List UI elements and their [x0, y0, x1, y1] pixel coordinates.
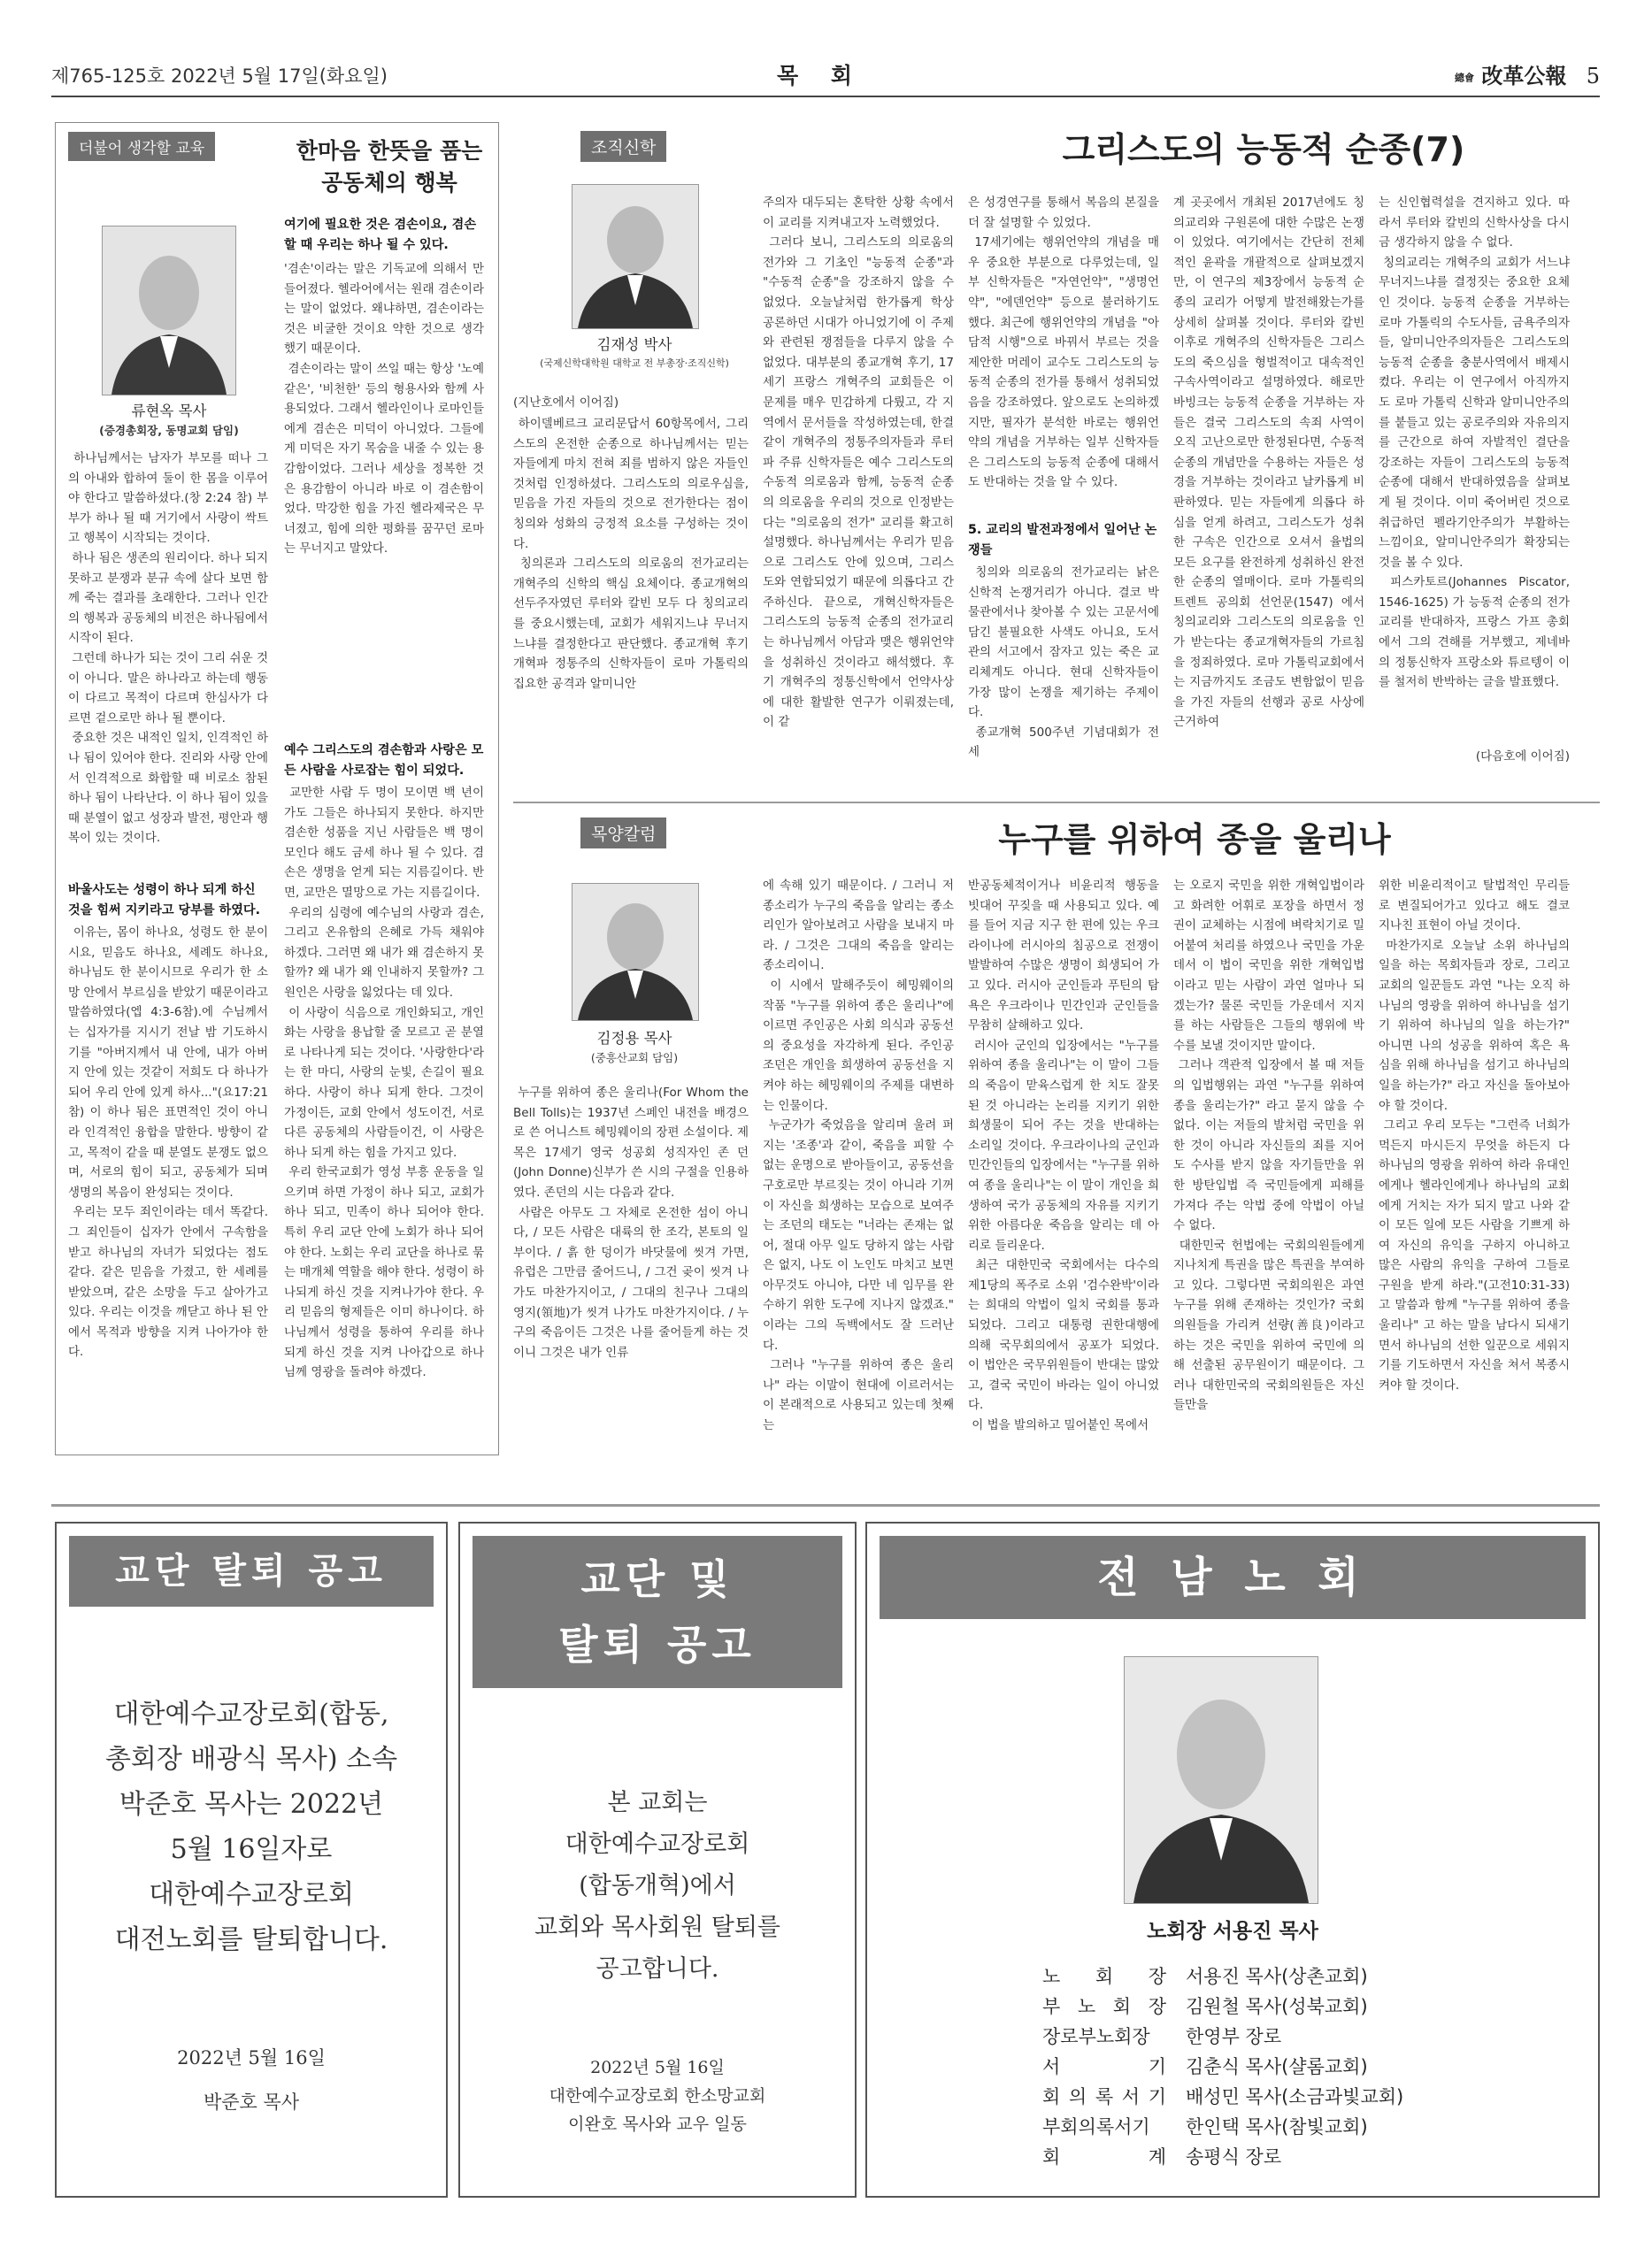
- roster-role: 장로부노회장: [1042, 2026, 1150, 2047]
- notice-box-1: [55, 1522, 448, 2198]
- notice-date: 2022년 5월 16일: [177, 2047, 326, 2069]
- column-title-line2: 공동체의 행복: [321, 170, 457, 196]
- notice-signer: 이완호 목사와 교우 일동: [568, 2115, 747, 2134]
- notice-body: [460, 1782, 855, 1990]
- portrait-icon: [1125, 1657, 1318, 1903]
- pastoral-column: [513, 812, 1600, 1493]
- notice-signer: 박준호 목사: [203, 2092, 300, 2113]
- column-title-line1: 한마음 한뜻을 품는: [296, 138, 483, 164]
- president-photo: [1124, 1656, 1318, 1904]
- roster-name: 서용진 목사(상촌교회): [1186, 1966, 1368, 1987]
- roster-name: 한인택 목사(참빛교회): [1186, 2116, 1368, 2138]
- article-title: 그리스도의 능동적 순종(7): [1062, 130, 1465, 169]
- masthead-prefix: 總會: [1455, 72, 1474, 84]
- article-col4: 계 곳곳에서 개최된 2017년에도 칭의교리와 구원론에 대한 수많은 논쟁이 있었다. 여기에서는 간단히 전체적인 윤곽을 개괄적으로 살펴보겠지만, 이 연구의 제3장에서 능동적 순종의 교리가 어떻게 발전해왔는가를 상세히 살펴볼 것이다. 루터와 칼빈 이후로 개혁주의 신학자들은 그리스도의 죽으심을 형벌적이고 대속적인 구속사역이라고 설명하였다. 해로만 바빙크는 능동적 순종을 거부하는 자들은 결국 그리스도의 속죄 사역이 오직 고난으로만 한정된다면, 수동적 순종의 개념만을 수용하는 자들은 성경을 거부하는 것이라고 날카롭게 비판하였다. 믿는 자들에게 의롭다 하심을 얻게 하려고, 그리스도가 성취한 구속은 인간으로 오셔서 율법의 모든 요구를 완전하게 성취하신 완전한 순종의 열매이다. 로마 가톨릭의 트렌트 공의회 선언문(1547) 에서 칭의교리와 그리스도의 의로움을 인가 받는다는 종교개혁자들의 가르침을 정죄하였다. 로마 가톨릭교회에서는 지금까지도 조금도 변함없이 믿음을 가진 자들의 선행과 공로 사상에 근거하여: [1173, 196, 1369, 730]
- notice-line: 총회장 배광식 목사) 소속: [104, 1744, 398, 1775]
- issue-info: 제765-125호 2022년 5월 17일(화요일): [51, 65, 388, 87]
- opinion-column: [55, 122, 499, 1455]
- notice-title: [473, 1536, 842, 1688]
- article-label: 조직신학: [580, 131, 666, 162]
- paper-name: 改革公報: [1481, 63, 1567, 88]
- column-text-left2: 이유는, 몸이 하나요, 성령도 한 분이시요, 믿음도 하나요, 세례도 하나요, 하나님도 한 분이시므로 우리가 한 소망 안에서 부르심을 받았기 때문이라고 말씀하였다(엡 4:3-6참).에 수님께서는 십자가를 지시기 전날 밤 기도하시기를 "아버지께서 내 안에, 내가 아버지 안에 있는 것같이 저희도 다 하나가 되어 우리 안에 있게 하사..."(요17:21 참) 이 하나 됨은 표면적인 것이 아니라 인격적인 융합을 말한다. 방향이 같고, 목적이 같을 때 분열도 분쟁도 없으며, 서로의 힘이 되고, 공동체가 되며 생명의 복음이 완성되는 것이다. 우리는 모두 죄인이라는 데서 똑같다. 그 죄인들이 십자가 안에서 구속함을 받고 하나님의 자녀가 되었다는 점도 같다. 같은 믿음을 가졌고, 한 세례를 받았으며, 같은 소망을 두고 살아가고 있다. 우리는 이것을 깨닫고 하나 된 안에서 목적과 방향을 지켜 나아가야 한다.: [68, 925, 268, 1360]
- article-col4: 는 오로지 국민을 위한 개혁입법이라고 화려한 어휘로 포장을 하면서 정권이 교체하는 시점에 벼락치기로 밀어붙여 처리를 하였으나 국민을 가운데서 이 법이 국민을 위한 개혁입법이라고 믿는 사람이 과연 얼마나 되겠는가? 물론 국민들 가운데서 지지를 하는 사람들은 그들의 행위에 박수를 보낼 것이지만 말이다. 그러나 객관적 입장에서 볼 때 저들의 입법행위는 과연 "누구를 위하여 종을 울리는가?" 라고 묻지 않을 수 없다. 이는 저들의 발처럼 국민을 위한 것이 아니라 자신들의 죄를 지어도 수사를 받지 않을 자기들만을 위한 방탄입법 즉 국민들에게 피해를 가져다 주는 악법 중에 악법이 아닐 수 없다. 대한민국 헌법에는 국회의원들에게 지나치게 특권을 많은 특권을 부여하고 있다. 그렇다면 국회의원은 과연 누구를 위해 존재하는 것인가? 국회의원들을 가리켜 선량(善良)이라고 하는 것은 국민을 위하여 국민에 의해 선출된 공무원이기 때문이다. 그러나 대한민국의 국회의원들은 자신들만을: [1173, 879, 1365, 1413]
- notice-line: 본 교회는: [607, 1789, 708, 1816]
- roster-name: 김춘식 목사(샬롬교회): [1186, 2056, 1368, 2077]
- column-title: [284, 135, 495, 199]
- notice-title: 교단 탈퇴 공고: [69, 1536, 434, 1607]
- author-photo: [572, 184, 699, 329]
- article-note: (지난호에서 이어짐): [513, 395, 619, 410]
- divider: [51, 1504, 1600, 1507]
- notice-line: 대한예수교장로회: [565, 1831, 750, 1858]
- author-role: (국제신학대학원 대학교 전 부총장·조직신학): [540, 357, 729, 369]
- article-col2: 주의자 대두되는 혼탁한 상황 속에서 이 교리를 지켜내고자 노력했었다. 그러다 보니, 그리스도의 의로움의 전가와 그 기초인 "능동적 순종"과 "수동적 순종"을 강조하지 않을 수 없었다. 오늘날처럼 한가롭게 학상 공론하던 시대가 아니었기에 이 주제와 관련된 쟁점들을 다루지 않을 수 없었다. 대부분의 종교개혁 후기, 17세기 프랑스 개혁주의 교회들은 이 문제를 매우 민감하게 다뤘고, 각 지역에서 문서들을 작성하였는데, 한결같이 개혁주의 정통주의자들과 루터파 주류 신학자들은 예수 그리스도의 수동적 의로움과 함께, 능동적 순종의 의로움을 우리의 것으로 인정받는다는 "의로움의 전가" 교리를 확고히 설명했다. 하나님께서는 우리가 믿음으로 그리스도 안에 있으며, 그리스도와 연합되었기 때문에 의롭다고 간주하신다. 끝으로, 개혁신학자들은 그리스도의 능동적 순종의 전가교리는 하나님께서 아담과 맺은 행위언약을 성취하신 것이라고 해석했다. 후기 개혁주의 정통신학에서 언약사상에 대한 활발한 연구가 이뤄졌는데, 이 같: [763, 196, 954, 730]
- author-photo: [102, 226, 236, 395]
- notice-line: 대한예수교장로회(합동,: [113, 1699, 389, 1730]
- roster-name: 한영부 장로: [1186, 2026, 1282, 2047]
- notice-box-2: [458, 1522, 857, 2198]
- notice-title-line2: 탈퇴 공고: [558, 1621, 757, 1669]
- notice-body: [57, 1692, 446, 1962]
- article-col5: 위한 비윤리적이고 탈법적인 무리들로 변질되어가고 있다고 해도 결코 지나친 표현이 아닐 것이다. 마찬가지로 오늘날 소위 하나님의 일을 하는 목회자들과 장로, 그리고 교회의 일꾼들도 과연 "나는 오직 하나님의 영광을 위하여 하나님을 섬기기 위하여 하나님의 일을 하는가?" 아니면 나의 성공을 위하여 혹은 욕심을 위해 하나님을 섬기고 하나님의 일을 하는가?" 라고 자신을 돌아보아야 할 것이다. 그리고 우리 모두는 "그런즉 너희가 먹든지 마시든지 무엇을 하든지 다 하나님의 영광을 위하여 하라 유대인에게나 헬라인에게나 하나님의 교회에게 거치는 자가 되지 말고 나와 같이 모든 일에 모든 사람을 기쁘게 하여 자신의 유익을 구하지 아니하고 많은 사람의 유익을 구하여 그들로 구원을 받게 하라."(고전10:31-33) 고 말씀과 함께 "누구를 위하여 종을 울리나" 고 하는 말을 남다시 되새기면서 하나님의 선한 일꾼으로 세워지기를 기도하면서 자신을 쳐서 복종시켜야 할 것이다.: [1379, 879, 1571, 1393]
- column-text-right: '겸손'이라는 말은 기독교에 의해서 만들어졌다. 헬라어에서는 원래 겸손이라는 말이 없었다. 왜냐하면, 겸손이라는 것은 비굴한 것이요 약한 것으로 생각했기 때문이다. 겸손이라는 말이 쓰일 때는 항상 '노예 같은', '비천한' 등의 형용사와 함께 사용되었다. 그래서 헬라인이나 로마인들에게 겸손은 미덕이 아니었다. 그들에게 미덕은 자기 목숨을 내줄 수 있는 용감함이었다. 그러나 세상을 정복한 것은 용감함이 아니라 바로 이 겸손함이었다. 막강한 힘을 가진 헬라제국은 무너졌고, 힘에 의한 평화를 꿈꾸던 로마는 무너지고 말았다.: [284, 262, 484, 556]
- author-name: 류현옥 목사: [131, 403, 207, 419]
- column-text-right2: 교만한 사람 두 명이 모이면 백 년이 가도 그들은 하나되지 못한다. 하지만 겸손한 성품을 지닌 사람들은 백 명이 모인다 해도 금세 하나 될 수 있다. 겸손은 생명을 얻게 되는 지름길이다. 반면, 교만은 멸망으로 가는 지름길이다. 우리의 심령에 예수님의 사랑과 겸손, 그리고 온유함의 은혜로 가득 채워야 하겠다. 그러면 왜 내가 왜 겸손하지 못할까? 왜 내가 왜 인내하지 못할까? 그 원인은 사랑을 잃었다는 데 있다. 이 사랑이 식음으로 개인화되고, 개인화는 사랑을 용납할 줄 모르고 곧 분열로 나타나게 되는 것이다. '사랑한다'라는 한 마디, 사랑의 눈빛, 손길이 필요하다. 사랑이 하나 되게 한다. 그것이 가정이든, 교회 안에서 성도이건, 서로 다른 공동체의 사람들이건, 이 사랑은 하나 되게 하는 힘을 가지고 있다. 우리 한국교회가 영성 부흥 운동을 일으키며 하면 가정이 하나 되고, 교회가 하나 되고, 민족이 하나 되어야 한다. 특히 우리 교단 안에 노회가 하나 되어야 한다. 노회는 우리 교단을 하나로 묶는 매개체 역할을 해야 한다. 성령이 하나되게 하신 것을 지켜나가야 한다. 우리 믿음의 형제들은 이미 하나이다. 하나님께서 성령을 통하여 우리를 하나 되게 하신 것을 지켜 나아갑으로 하나님께 영광을 돌려야 하겠다.: [284, 786, 484, 1380]
- notice-line: 공고합니다.: [595, 1955, 719, 1983]
- notice-box-3: [865, 1522, 1600, 2198]
- article-col5: 는 신인협력설을 견지하고 있다. 따라서 루터와 칼빈의 신학사상을 다시금 생각하지 않을 수 없다. 칭의교리는 개혁주의 교회가 서느냐 무너지느냐를 결정짓는 중요한 요체인 것이다. 능동적 순종을 거부하는 로마 가톨릭의 수도사들, 금욕주의자들, 알미니안주의자들은 그리스도의 능동적 순종을 충분사역에서 배제시켰다. 우리는 이 연구에서 아직까지도 로마 가톨릭 신학과 알미니안주의를 붙들고 있는 공로주의와 자유의지를 근간으로 하여 자발적인 결단을 강조하는 자들이 그리스도의 능동적 순종에 대해서 반대하였음을 살펴보게 될 것이다. 이미 죽어버린 것으로 취급하던 펠라기안주의가 부활하는 느낌이요, 알미니안주의가 확장되는 것을 볼 수 있다. 피스카토르(Johannes Piscator, 1546-1625) 가 능동적 순종의 전가교리를 반대하자, 프랑스 가프 총회에서 그의 견해를 거부했고, 제네바의 정통신학자 프랑소와 튜르텡이 이를 철저히 반박하는 글을 발표했다.: [1379, 196, 1570, 690]
- section-title: 목 회: [777, 63, 865, 88]
- column-subhead-right: 예수 그리스도의 겸손함과 사랑은 모든 사람을 사로잡는 힘이 되었다.: [284, 743, 484, 778]
- author-photo: [572, 883, 699, 1021]
- notice-line: 대전노회를 탈퇴합니다.: [114, 1924, 388, 1955]
- column-text-left: 하나님께서는 남자가 부모를 떠나 그의 아내와 합하여 둘이 한 몸을 이루어야 한다고 말씀하셨다.(창 2:24 참) 부부가 하나 될 때 거기에서 사랑이 싹트고 행복이 시작되는 것이다. 하나 됨은 생존의 원리이다. 하나 되지 못하고 분쟁과 분규 속에 살다 보면 함께 죽는 결과를 초래한다. 그러나 인간의 행복과 공동체의 비전은 하나됨에서 시작이 된다. 그런데 하나가 되는 것이 그리 쉬운 것이 아니다. 말은 하나라고 하는데 행동이 다르고 목적이 다르며 한심사가 다르면 겉으로만 하나 될 뿐이다. 중요한 것은 내적인 일치, 인격적인 하나 됨이 있어야 한다. 진리와 사랑 안에서 인격적으로 화합할 때 비로소 참된 하나 됨이 나타난다. 이 하나 됨이 있을 때 분열이 없고 성장과 발전, 평안과 행복이 있는 것이다.: [68, 451, 268, 846]
- divider: [513, 802, 1600, 803]
- roster-role: 노 회 장: [1042, 1966, 1166, 1987]
- notice-title-line1: 교단 및: [580, 1555, 734, 1603]
- author-role: (중흥산교회 담임): [590, 1051, 679, 1064]
- roster-name: 배성민 목사(소금과빛교회): [1186, 2086, 1404, 2107]
- notice-line: 교회와 목사회원 탈퇴를: [534, 1914, 780, 1941]
- article-continued: (다음호에 이어짐): [1475, 749, 1570, 764]
- masthead: [1455, 58, 1600, 89]
- article-col3a: 은 성경연구를 통해서 복음의 본질을 더 잘 설명할 수 있었다. 17세기에는 행위언약의 개념을 매우 중요한 부분으로 다루었는데, 일부 신학자들은 "자연언약", "생명언약", "에덴언약" 등으로 불러하기도 했다. 최근에 행위언약의 개념을 "아담적 시행"으로 바꿔서 부르는 것을 제안한 머레이 교수도 그리스도의 능동적 순종의 전가를 통해서 성취되었음을 강조하였다. 앞으로도 논의하겠지만, 필자가 분석한 바로는 행위언약의 개념을 거부하는 일부 신학자들은 그리스도의 능동적 순종에 대해서도 반대하는 것을 알 수 있다.: [968, 196, 1159, 490]
- portrait-icon: [103, 226, 235, 395]
- photo-caption: 노회장 서용진 목사: [1147, 1920, 1318, 1943]
- author-role: (증경총회장, 동명교회 담임): [99, 424, 239, 437]
- notice-org: 대한예수교장로회 한소망교회: [549, 2086, 766, 2106]
- roster-role: 회 의 록 서 기: [1042, 2086, 1166, 2107]
- roster-name: 송평식 장로: [1186, 2146, 1282, 2168]
- notice-line: (합동개혁)에서: [579, 1872, 736, 1900]
- roster-name: 김원철 목사(성북교회): [1186, 1996, 1368, 2017]
- roster-role: 회 계: [1042, 2146, 1166, 2168]
- column-subhead-left: 바울사도는 성령이 하나 되게 하신 것을 힘써 지키라고 당부를 하였다.: [68, 883, 261, 917]
- column-intro: 여기에 필요한 것은 겸손이요, 겸손할 때 우리는 하나 될 수 있다.: [284, 218, 477, 252]
- article-col3: 반공동체적이거나 비윤리적 행동을 빗대어 꾸짖을 때 사용되고 있다. 예를 들어 지금 지구 한 편에 있는 우크라이나에 러시아의 침공으로 전쟁이 발발하여 수많은 생명이 희생되어 가고 있다. 러시아 군인들과 푸틴의 탐욕은 우크라이나 민간인과 군인들을 무참히 살해하고 있다. 러시아 군인의 입장에서는 "누구를 위하여 종을 울리나"는 이 말이 그들의 죽음이 맏육스럽게 한 치도 잘못된 것 아니라는 논리를 지키기 위한 희생물이 되어 주는 것을 반대하는 소리일 것이다. 우크라이나의 군인과 민간인들의 입장에서는 "누구를 위하여 종을 울리나"는 이 말이 개인을 희생하여 국가 공동체의 자유를 지키기 위한 아름다운 죽음을 알리는 데 아리로 들리운다. 최근 대한민국 국회에서는 다수의 제1당의 폭주로 소위 '검수완박'이라는 희대의 악법이 일치 국회를 통과되었다. 그리고 대통령 권한대행에 의해 국무회의에서 공포가 되었다. 이 법안은 국무위원들이 반대는 많았고, 결국 국민이 바라는 일이 아니었다. 이 법을 발의하고 밀어붙인 목에서: [968, 879, 1159, 1433]
- article-col1: 하이델베르크 교리문답서 60항목에서, 그리스도의 온전한 순종으로 하나님께서는 믿는 자들에게 마치 전혀 죄를 범하지 않은 자들인 것처럼 인정하셨다. 그리스도의 의로우심을, 믿음을 가진 자들의 것으로 전가한다는 점이 칭의와 성화의 긍정적 요소를 구성하는 것이다. 칭의론과 그리스도의 의로움의 전가교리는 개혁주의 신학의 핵심 요체이다. 종교개혁의 선두주자였던 루터와 칼빈 모두 다 칭의교리를 중요시했는데, 교회가 세워지느냐 무너지느냐를 결정한다고 판단했다. 종교개혁 후기 개혁파 정통주의 신학자들이 로마 가톨릭의 집요한 공격과 알미니안: [513, 417, 749, 691]
- notice-line: 박준호 목사는 2022년: [119, 1789, 384, 1820]
- article-col2: 에 속해 있기 때문이다. / 그러니 저 종소리가 누구의 죽음을 알리는 종소리인가 알아보려고 사람을 보내지 마라. / 그것은 그대의 죽음을 알리는 종소리이니. 이 시에서 말해주듯이 헤밍웨이의 작품 "누구를 위하여 종은 울리나"에 이르면 주인공은 사회 의식과 공동선의 중요성을 자각하게 된다. 주인공 조던은 개인을 희생하여 공동선을 지켜야 하는 헤밍웨이의 주제를 대변하는 인물이다. 누군가가 죽었음을 알리며 울려 퍼지는 '조종'과 같이, 죽음을 피할 수 없는 운명으로 받아들이고, 공동선을 구호로만 부르짖는 것이 아니라 기꺼이 자신을 희생하는 모습으로 보여주는 조던의 태도는 "너라는 존재는 없어, 절대 아무 일도 당하지 않는 사람은 없지, 나도 이 노인도 마치고 보면 아무것도 아니야, 다만 네 임무를 완수하기 위한 도구에 지나지 않겠죠." 이라는 그의 독백에서도 잘 드러난다. 그러나 "누구를 위하여 종은 울리나" 라는 이말이 현대에 이르러서는 이 본래적으로 사용되고 있는데 첫째는: [763, 879, 954, 1433]
- portrait-icon: [572, 185, 698, 328]
- article-col3b: 칭의와 의로움의 전가교리는 낡은 신학적 논쟁거리가 아니다. 결코 박물관에서나 찾아볼 수 있는 고문서에 담긴 불필요한 사색도 아니요, 도서관의 서고에서 잠자고 있는 죽은 교리체계도 아니다. 현대 신학자들이 가장 많이 논쟁을 제기하는 주제이다. 종교개혁 500주년 기념대회가 전 세: [968, 565, 1159, 760]
- article-subhead: 5. 교리의 발전과정에서 일어난 논쟁들: [968, 523, 1157, 557]
- article-col1: 누구를 위하여 종은 울리나(For Whom the Bell Tolls)는 1937년 스페인 내전을 배경으로 쓴 어니스트 헤밍웨이의 장편 소설이다. 제목은 17세기 영국 성공회 성직자인 존 던(John Donne)신부가 쓴 시의 구절을 인용하였다. 존던의 시는 다음과 같다. 사람은 아무도 그 자체로 온전한 섬이 아니다, / 모든 사람은 대륙의 한 조각, 본토의 일부이다. / 흙 한 덩이가 바닷물에 씻겨 가면, 유럽은 그만큼 줄어드니, / 그건 곶이 씻겨 나가도 마찬가지이고, / 그대의 친구나 그대의 영지(領地)가 씻겨 나가도 마찬가지이다. / 누구의 죽음이든 그것은 나를 줄어들게 하는 것이니 그것은 내가 인류: [513, 1086, 749, 1360]
- roster-role: 서 기: [1042, 2056, 1166, 2077]
- theology-article: [513, 122, 1600, 802]
- page-header: [51, 53, 1600, 97]
- roster-role: 부 노 회 장: [1042, 1996, 1166, 2017]
- article-label: 목양칼럼: [580, 817, 666, 848]
- portrait-icon: [572, 884, 698, 1020]
- notice-date: 2022년 5월 16일: [590, 2058, 725, 2077]
- notice-line: 5월 16일자로: [170, 1834, 333, 1865]
- roster-role: 부회의록서기: [1042, 2116, 1150, 2138]
- author-name: 김정용 목사: [596, 1030, 672, 1047]
- author-name: 김재성 박사: [596, 336, 672, 353]
- notice-line: 대한예수교장로회: [149, 1879, 354, 1910]
- column-label: 더불어 생각할 교육: [68, 132, 215, 161]
- article-title: 누구를 위하여 종을 울리나: [998, 820, 1391, 859]
- notice-title: 전 남 노 회: [880, 1536, 1586, 1619]
- page-number: 5: [1586, 64, 1600, 88]
